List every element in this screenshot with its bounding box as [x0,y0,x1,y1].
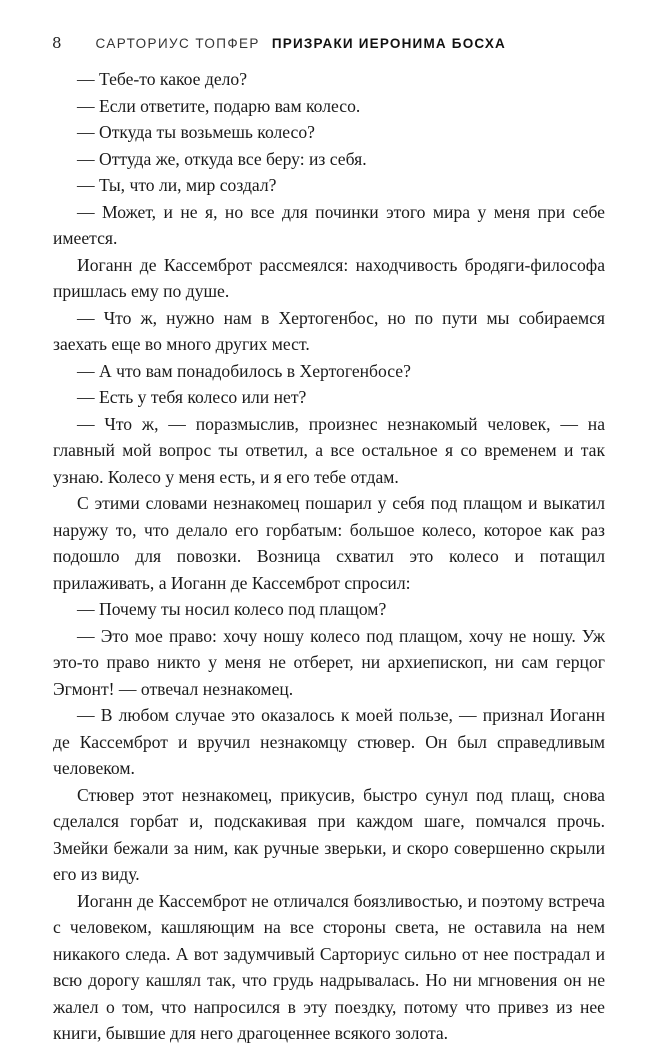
paragraph: — Если ответите, подарю вам колесо. [77,95,361,116]
paragraph: — Что ж, нужно нам в Хертогенбос, но по пути мы собираемся заехать еще во много других мест. [53,307,605,354]
paragraph: — А что вам понадобилось в Хертогенбосе? [77,360,411,381]
paragraph: Стювер этот незнакомец, прикусив, быстро сунул под плащ, снова сделался горбат и, подскакивая при каждом шаге, помчался прочь. Змейки бежали за ним, как ручные зверьки, и скоро совершенно скрыли его из виду. [53,784,605,884]
paragraph: С этими словами незнакомец пошарил у себя под плащом и выкатил наружу то, что делало его горбатым: большое колесо, которое как раз подошло для повозки. Возница схватил это колесо и потащил прилаживать, а Иоганн де Кассемброт спросил: [53,493,605,593]
author-name: САРТОРИУС ТОПФЕР [95,36,260,51]
paragraph: Иоганн де Кассемброт рассмеялся: находчивость бродяги-философа пришлась ему по душе. [53,254,605,301]
paragraph: Иоганн де Кассемброт не отличался боязливостью, и поэтому встреча с человеком, кашляющим на все стороны света, не оставила на нем никакого следа. А вот задумчивый Сарториус сильно от нее пострадал и всю дорогу кашлял так, что грудь надрывалась. Но ни мгновения он не жалел о том, что напросился в эту поездку, потому что привез из нее книги, бывшие для него драгоценнее всякого золота. [53,890,605,1043]
paragraph: — Откуда ты возьмешь колесо? [77,122,315,142]
page-number: 8 [52,34,62,52]
paragraph: — Может, и не я, но все для починки этого мира у меня при себе имеется. [53,201,605,248]
paragraph: — Почему ты носил колесо под плащом? [77,599,387,619]
paragraph: — Что ж, — поразмыслив, произнес незнакомый человек, — на главный мой вопрос ты ответил, а все остальное я со временем и так узнаю. Колесо у меня есть, и я его тебе отдам. [53,413,605,487]
book-title: ПРИЗРАКИ ИЕРОНИМА БОСХА [271,36,506,51]
paragraph: — Есть у тебя колесо или нет? [77,387,307,407]
body-text [53,66,605,1047]
paragraph: — Оттуда же, откуда все беру: из себя. [77,148,367,169]
paragraph: — Это мое право: хочу ношу колесо под плащом, хочу не ношу. Уж это-то право никто у меня не отберет, ни архиепископ, ни сам герцог Эгмонт! — отвечал незнакомец. [53,625,605,699]
running-head [52,34,506,58]
paragraph: — В любом случае это оказалось к моей пользе, — признал Иоганн де Кассемброт и вручил незнакомцу стювер. Он был справедливым человеком. [53,705,605,778]
paragraph: — Ты, что ли, мир создал? [77,175,277,195]
paragraph: — Тебе-то какое дело? [77,69,248,89]
